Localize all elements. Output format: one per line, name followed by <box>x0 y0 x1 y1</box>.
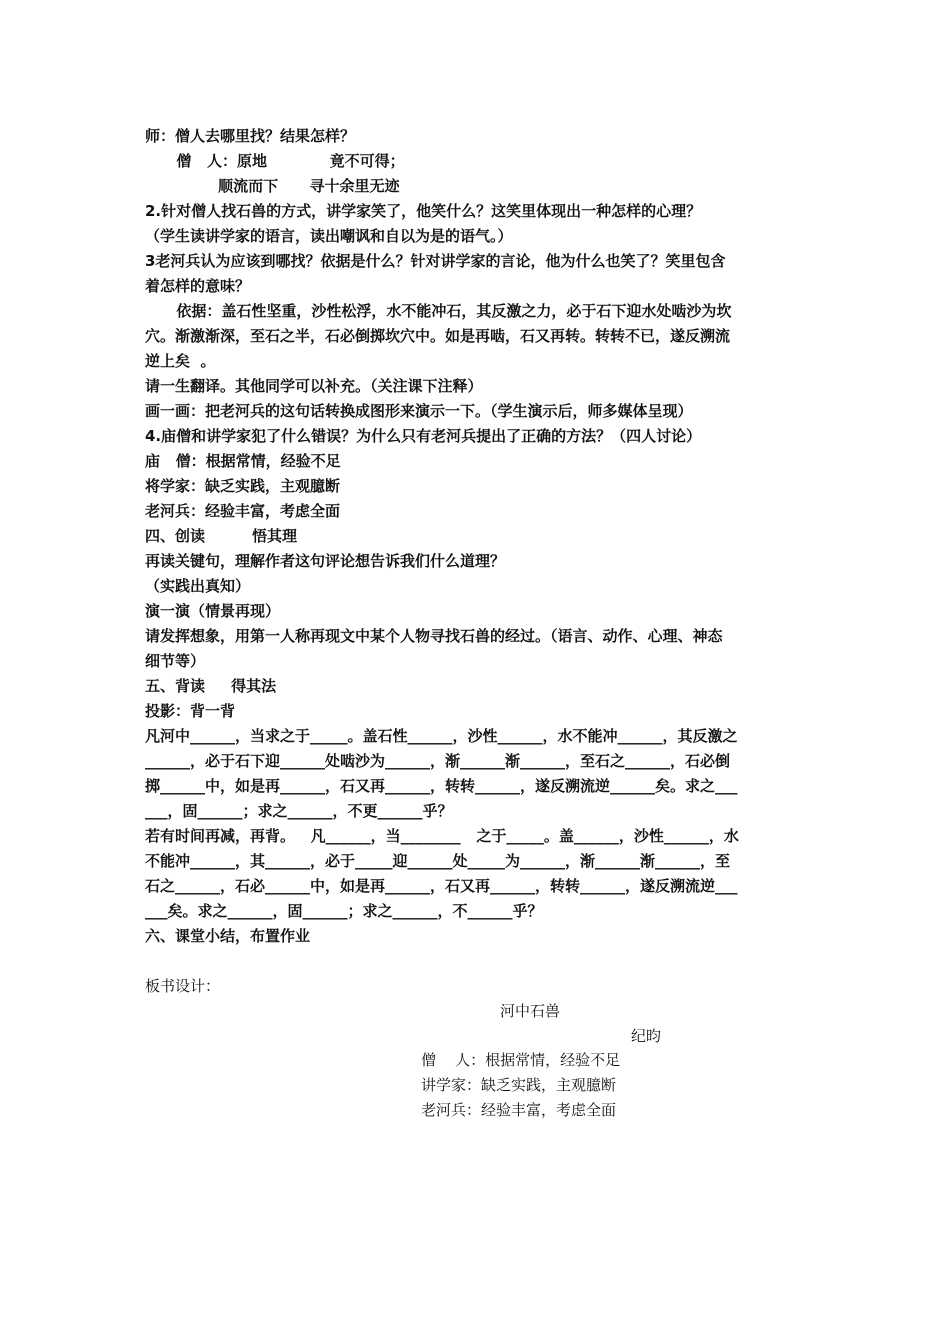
text-line: 庙 僧：根据常情，经验不足 <box>145 452 341 470</box>
text-line: （学生读讲学家的语言，读出嘲讽和自以为是的语气。） <box>145 227 513 245</box>
text-line: 将学家：缺乏实践，主观臆断 <box>145 477 341 495</box>
text-line: 投影：背一背 <box>145 702 236 720</box>
fill-blank-line: 石之______，石必______中，如是再______，石又再______，转转______，遂反溯流逆___ <box>145 877 738 895</box>
text-line: 4.庙僧和讲学家犯了什么错误？为什么只有老河兵提出了正确的方法？（四人讨论） <box>145 427 702 445</box>
fill-blank-line: ______，必于石下迎______处啮沙为______，渐______渐______，至石之______，石必倒 <box>145 752 731 770</box>
text-line: 3老河兵认为应该到哪找？依据是什么？针对讲学家的言论，他为什么也笑了？笑里包含 <box>145 252 726 270</box>
board-row: 僧 人：根据常情，经验不足 <box>421 1051 621 1069</box>
text-line: 再读关键句，理解作者这句评论想告诉我们什么道理？ <box>145 552 506 570</box>
text-line: 着怎样的意味？ <box>145 277 251 295</box>
text-line: 顺流而下 寻十余里无迹 <box>145 177 400 195</box>
section-heading: 五、背读 得其法 <box>145 677 277 695</box>
section-heading: 六、课堂小结，布置作业 <box>145 927 311 945</box>
fill-blank-line: 掷______中，如是再______，石又再______，转转______，遂反溯流逆______矣。求之___ <box>145 777 738 795</box>
text-line: （实践出真知） <box>145 577 251 595</box>
text-line: 依据：盖石性坚重，沙性松浮，水不能冲石，其反激之力，必于石下迎水处啮沙为坎 <box>145 302 732 320</box>
text-line: 请发挥想象，用第一人称再现文中某个人物寻找石兽的经过。（语言、动作、心理、神态 <box>145 627 723 645</box>
text-line: 僧 人：原地 竟不可得； <box>145 152 405 170</box>
fill-blank-line: 不能冲______，其______，必于_____迎______处_____为______，渐______渐______，至 <box>145 852 731 870</box>
fill-blank-line: ___，固______；求之______，不更______乎？ <box>145 802 453 820</box>
text-line: 演一演（情景再现） <box>145 602 281 620</box>
section-heading: 四、创读 悟其理 <box>145 527 298 545</box>
fill-blank-line: 若有时间再减，再背。 凡______，当________ 之于_____。盖______，沙性______，水 <box>145 827 739 845</box>
board-heading: 板书设计： <box>145 977 221 995</box>
text-line: 2.针对僧人找石兽的方式，讲学家笑了，他笑什么？这笑里体现出一种怎样的心理？ <box>145 202 702 220</box>
fill-blank-line: ___矣。求之______，固______；求之______，不______乎？ <box>145 902 543 920</box>
board-author: 纪昀 <box>631 1027 662 1045</box>
text-line: 穴。渐激渐深，至石之半，石必倒掷坎穴中。如是再啮，石又再转。转转不已，遂反溯流 <box>145 327 731 345</box>
fill-blank-line: 凡河中______，当求之于_____。盖石性______，沙性______，水不能冲______，其反激之 <box>145 727 738 745</box>
text-line: 师：僧人去哪里找？结果怎样？ <box>145 127 356 145</box>
text-line: 老河兵：经验丰富，考虑全面 <box>145 502 341 520</box>
text-line: 细节等） <box>145 652 206 670</box>
text-line: 请一生翻译。其他同学可以补充。（关注课下注释） <box>145 377 483 395</box>
text-line: 画一画：把老河兵的这句话转换成图形来演示一下。（学生演示后，师多媒体呈现） <box>145 402 693 420</box>
board-row: 老河兵：经验丰富，考虑全面 <box>421 1101 617 1119</box>
board-row: 讲学家：缺乏实践，主观臆断 <box>421 1076 617 1094</box>
text-line: 逆上矣 。 <box>145 352 216 370</box>
board-title: 河中石兽 <box>500 1002 561 1020</box>
